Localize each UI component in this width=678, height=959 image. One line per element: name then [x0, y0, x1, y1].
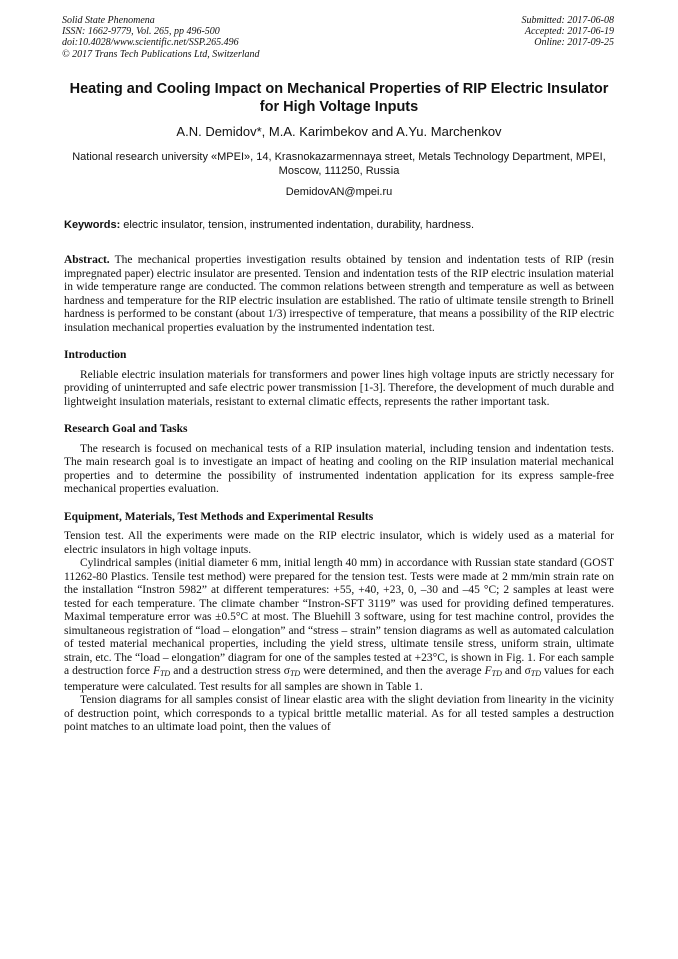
date-submitted: Submitted: 2017-06-08 [521, 15, 614, 26]
keywords-label: Keywords: [64, 219, 121, 231]
symbol-stress: σ [283, 665, 290, 677]
journal-copyright: © 2017 Trans Tech Publications Ltd, Switzerland [62, 48, 260, 60]
paper-title: Heating and Cooling Impact on Mechanical Properties of RIP Electric Insulator for High Voltage Inputs [69, 81, 609, 115]
keywords [64, 219, 616, 232]
goal-paragraph: The research is focused on mechanical tests of a RIP insulation material, including tension and indentation tests. The main research goal is to investigate an impact of heating and cooling on the RIP insulation material mechanical properties and to determine the possibility of instrumented indentation application for its express sample-free mechanical properties evaluation. [64, 442, 614, 495]
paper-authors: A.N. Demidov*, M.A. Karimbekov and A.Yu. Marchenkov [176, 124, 502, 139]
symbol-force: F [152, 665, 160, 677]
section-heading-goal: Research Goal and Tasks [64, 423, 188, 435]
tension-diagrams-paragraph: Tension diagrams for all samples consist of linear elastic area with the slight deviation from linearity in the vicinity of destruction point, which corresponds to a typical brittle metallic material. As for all tested samples a destruction point matches to an ultimate load point, then the values of [64, 694, 614, 733]
samples-paragraph: Cylindrical samples (initial diameter 6 mm, initial length 40 mm) in accordance with Russian state standard (GOST 11262-80 Plastics. Tensile test method) were prepared for the tension test. Tests were made at 2 mm/min strain rate on the installation “Instron 5982” at different temperatures: +55, +40, +23, 0, –30 and –45 °C; 2 samples at least were tested for each temperature. The climate chamber “Instron-SFT 3119” was used for providing defined temperatures. Maximal temperature error was ±0.5°C at most. The Bluehill 3 software, using for test machine control, provides the simultaneous registration of “load – elongation” and “stress – strain” tension diagrams as well as automated calculation of tested material mechanical properties, including the yield stress, ultimate tensile stress, uniform strain, ultimate strain, etc. The “load – elongation” diagram for one of the samples tested at +23°C, is shown in Fig. 1. For each sample a destruction force $F_{TD}$ and a destruction stress $\sigma_{TD}$ were determined, and then the average $F_{TD}$ and $\sigma_{TD}$ values for each temperature were calculated. Test results for all samples are shown in Table 1. [64, 557, 614, 693]
tension-test-paragraph: Tension test. All the experiments were made on the RIP electric insulator, which is widely used as a material for electric insulators in high voltage inputs. [64, 530, 614, 556]
date-accepted: Accepted: 2017-06-19 [524, 26, 614, 38]
journal-name: Solid State Phenomena [62, 15, 155, 26]
abstract-label: Abstract. [64, 254, 110, 266]
section-heading-equipment: Equipment, Materials, Test Methods and Experimental Results [64, 510, 374, 523]
abstract [64, 254, 614, 335]
abstract-text: The mechanical properties investigation results obtained by tension and indentation tests of RIP (resin impregnated paper) electric insulator are presented. Tension and indentation tests of the RIP electric insulation material in wide temperature range are conducted. The common relations between strength and temperature as well as between hardness and temperature for the RIP electric insulation are established. The ratio of ultimate tensile strength to Brinell hardness is performed to be constant (about 1/3) irrespective of temperature, that means a possibility of the RIP electric insulation mechanical properties evaluation by the instrumented indentation test. [64, 254, 614, 334]
journal-issn: ISSN: 1662-9779, Vol. 265, pp 496-500 [62, 26, 220, 38]
section-heading-introduction: Introduction [64, 349, 127, 361]
journal-doi[interactable]: doi:10.4028/www.scientific.net/SSP.265.496 [62, 37, 239, 49]
date-online: Online: 2017-09-25 [534, 37, 614, 49]
paper-body [64, 254, 614, 735]
author-email[interactable]: DemidovAN@mpei.ru [285, 186, 393, 198]
keywords-text: electric insulator, tension, instrumented indentation, durability, hardness. [120, 219, 475, 231]
publication-dates [522, 15, 615, 49]
journal-info [62, 15, 260, 60]
affiliation: National research university «MPEI», 14, Krasnokazarmennaya street, Metals Technology Department, MPEI, Moscow, 111250, Russia [72, 151, 606, 177]
introduction-paragraph: Reliable electric insulation materials for transformers and power lines high voltage inputs are strictly necessary for providing of uninterrupted and safe electric power transmission [1-3]. Therefore, the development of much durable and lightweight insulation materials, resistant to external climatic effects, represents the rather important task. [64, 368, 614, 408]
